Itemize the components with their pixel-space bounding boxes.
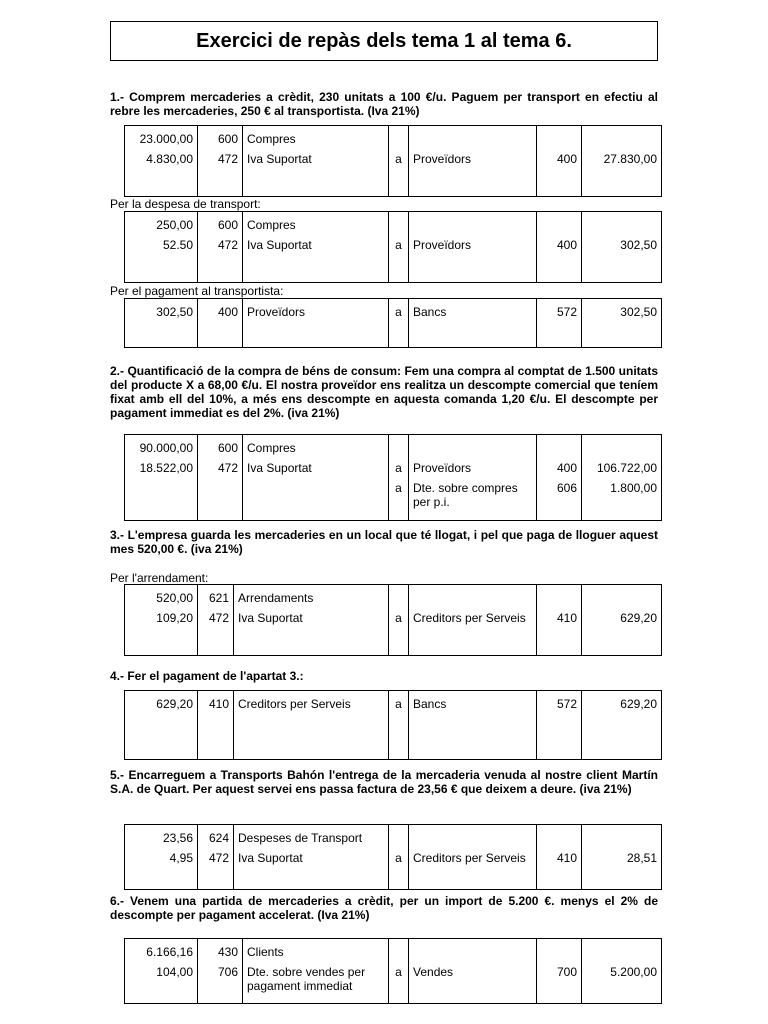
debit-account-name: Compres [243,435,389,459]
debit-account-code: 472 [198,235,243,283]
a-separator: a [389,478,409,521]
credit-amount [582,585,662,609]
debit-account-name: Creditors per Serveis [234,691,389,760]
credit-account-name [409,939,537,963]
credit-amount: 629,20 [582,608,662,656]
journal-entry [124,690,662,760]
debit-account-code: 400 [198,299,243,348]
debit-account-name: Compres [243,212,389,236]
exercise-statement: 1.- Comprem mercaderies a crèdit, 230 unitats a 100 €/u. Paguem per transport en efectiu al rebre les mercaderies, 250 € al transportista. (Iva 21%) [110,90,658,118]
journal-row [125,149,662,197]
journal-row [125,458,662,478]
credit-account-code [537,825,582,849]
debit-account-name: Compres [243,126,389,150]
credit-amount [582,435,662,459]
a-separator: a [389,149,409,197]
a-separator [389,939,409,963]
journal-entry [124,125,662,197]
debit-account-code: 624 [198,825,234,849]
journal-row [125,939,662,963]
journal-entry [124,584,662,656]
debit-amount: 302,50 [125,299,198,348]
entry-caption: Per el pagament al transportista: [110,284,284,298]
credit-amount [582,126,662,150]
journal-entry [124,938,662,1004]
journal-row [125,608,662,656]
credit-account-code: 410 [537,848,582,890]
journal-row [125,235,662,283]
a-separator: a [389,235,409,283]
debit-amount: 4.830,00 [125,149,198,197]
journal-row [125,962,662,1004]
journal-entry [124,434,662,521]
credit-account-name: Proveïdors [409,458,537,478]
credit-account-code [537,126,582,150]
debit-account-code: 410 [198,691,234,760]
debit-account-code: 472 [198,608,234,656]
credit-account-name: Vendes [409,962,537,1004]
exercise-statement: 4.- Fer el pagament de l'apartat 3.: [110,669,304,683]
debit-account-name [243,478,389,521]
debit-account-code: 472 [198,848,234,890]
journal-row [125,691,662,760]
debit-account-code: 621 [198,585,234,609]
debit-amount: 104,00 [125,962,198,1004]
a-separator: a [389,608,409,656]
debit-amount: 23.000,00 [125,126,198,150]
journal-row [125,848,662,890]
exercise-statement: 3.- L'empresa guarda les mercaderies en un local que té llogat, i pel que paga de lloguer aquest mes 520,00 €. (iva 21%) [110,528,658,556]
debit-account-name: Despeses de Transport [234,825,389,849]
a-separator: a [389,962,409,1004]
a-separator: a [389,458,409,478]
debit-account-code: 472 [198,149,243,197]
credit-account-name [409,825,537,849]
debit-account-code [198,478,243,521]
journal-entry [124,824,662,890]
exercise-statement: 6.- Venem una partida de mercaderies a crèdit, per un import de 5.200 €. menys el 2% de descompte per pagament accelerat. (Iva 21%) [110,894,658,922]
credit-amount: 27.830,00 [582,149,662,197]
debit-account-code: 600 [198,435,243,459]
credit-amount: 302,50 [582,299,662,348]
credit-account-code [537,585,582,609]
a-separator [389,212,409,236]
debit-account-name: Iva Suportat [243,149,389,197]
debit-amount: 18.522,00 [125,458,198,478]
page-title: Exercici de repàs dels tema 1 al tema 6. [110,21,658,61]
credit-account-name [409,126,537,150]
a-separator [389,825,409,849]
debit-account-code: 706 [198,962,243,1004]
credit-account-code: 400 [537,235,582,283]
credit-account-name: Bancs [409,299,537,348]
debit-account-code: 600 [198,126,243,150]
debit-amount: 90.000,00 [125,435,198,459]
debit-account-name: Iva Suportat [243,235,389,283]
credit-account-name [409,585,537,609]
debit-amount: 109,20 [125,608,198,656]
journal-row [125,825,662,849]
credit-account-name [409,212,537,236]
exercise-statement: 5.- Encarreguem a Transports Bahón l'entrega de la mercaderia venuda al nostre client Martín S.A. de Quart. Per aquest servei ens passa factura de 23,56 € que deixem a deure. (iva 21%) [110,768,658,796]
debit-amount: 4,95 [125,848,198,890]
journal-row [125,585,662,609]
credit-amount [582,212,662,236]
debit-account-name: Arrendaments [234,585,389,609]
credit-account-code: 410 [537,608,582,656]
a-separator [389,435,409,459]
exercise-statement: 2.- Quantificació de la compra de béns de consum: Fem una compra al comptat de 1.500 unitats del producte X a 68,00 €/u. El nostra proveïdor ens realitza un descompte comercial que teníem fixat amb ell del 10%, a més ens descompte en aquesta comanda 1,20 €/u. El descompte per pagament immediat es del 2%. (iva 21%) [110,364,658,420]
journal-row [125,435,662,459]
journal-row [125,126,662,150]
credit-amount: 106.722,00 [582,458,662,478]
credit-account-name: Dte. sobre compres per p.i. [409,478,537,521]
credit-account-code [537,212,582,236]
credit-amount: 302,50 [582,235,662,283]
credit-account-name: Creditors per Serveis [409,848,537,890]
a-separator: a [389,691,409,760]
debit-amount [125,478,198,521]
credit-amount [582,825,662,849]
credit-amount: 5.200,00 [582,962,662,1004]
credit-amount [582,939,662,963]
credit-account-name: Proveïdors [409,235,537,283]
debit-account-name: Iva Suportat [234,608,389,656]
debit-amount: 629,20 [125,691,198,760]
journal-row [125,299,662,348]
credit-account-name: Creditors per Serveis [409,608,537,656]
a-separator: a [389,848,409,890]
debit-account-name: Dte. sobre vendes per pagament immediat [243,962,389,1004]
a-separator [389,585,409,609]
debit-amount: 6.166,16 [125,939,198,963]
credit-account-name: Proveïdors [409,149,537,197]
credit-account-code: 400 [537,149,582,197]
credit-account-name: Bancs [409,691,537,760]
credit-amount: 1.800,00 [582,478,662,521]
journal-row [125,212,662,236]
debit-account-code: 600 [198,212,243,236]
credit-account-code: 572 [537,691,582,760]
credit-account-code [537,435,582,459]
entry-caption: Per la despesa de transport: [110,197,261,211]
journal-entry [124,298,662,348]
entry-caption: Per l'arrendament: [110,571,209,585]
credit-amount: 629,20 [582,691,662,760]
debit-account-name: Clients [243,939,389,963]
debit-amount: 52.50 [125,235,198,283]
debit-account-name: Proveïdors [243,299,389,348]
debit-amount: 23,56 [125,825,198,849]
a-separator: a [389,299,409,348]
credit-account-code: 606 [537,478,582,521]
credit-amount: 28,51 [582,848,662,890]
debit-account-name: Iva Suportat [234,848,389,890]
credit-account-code: 572 [537,299,582,348]
journal-row [125,478,662,521]
debit-account-code: 472 [198,458,243,478]
debit-account-code: 430 [198,939,243,963]
credit-account-code: 700 [537,962,582,1004]
debit-amount: 250,00 [125,212,198,236]
debit-account-name: Iva Suportat [243,458,389,478]
debit-amount: 520,00 [125,585,198,609]
credit-account-code: 400 [537,458,582,478]
credit-account-code [537,939,582,963]
journal-entry [124,211,662,283]
credit-account-name [409,435,537,459]
a-separator [389,126,409,150]
